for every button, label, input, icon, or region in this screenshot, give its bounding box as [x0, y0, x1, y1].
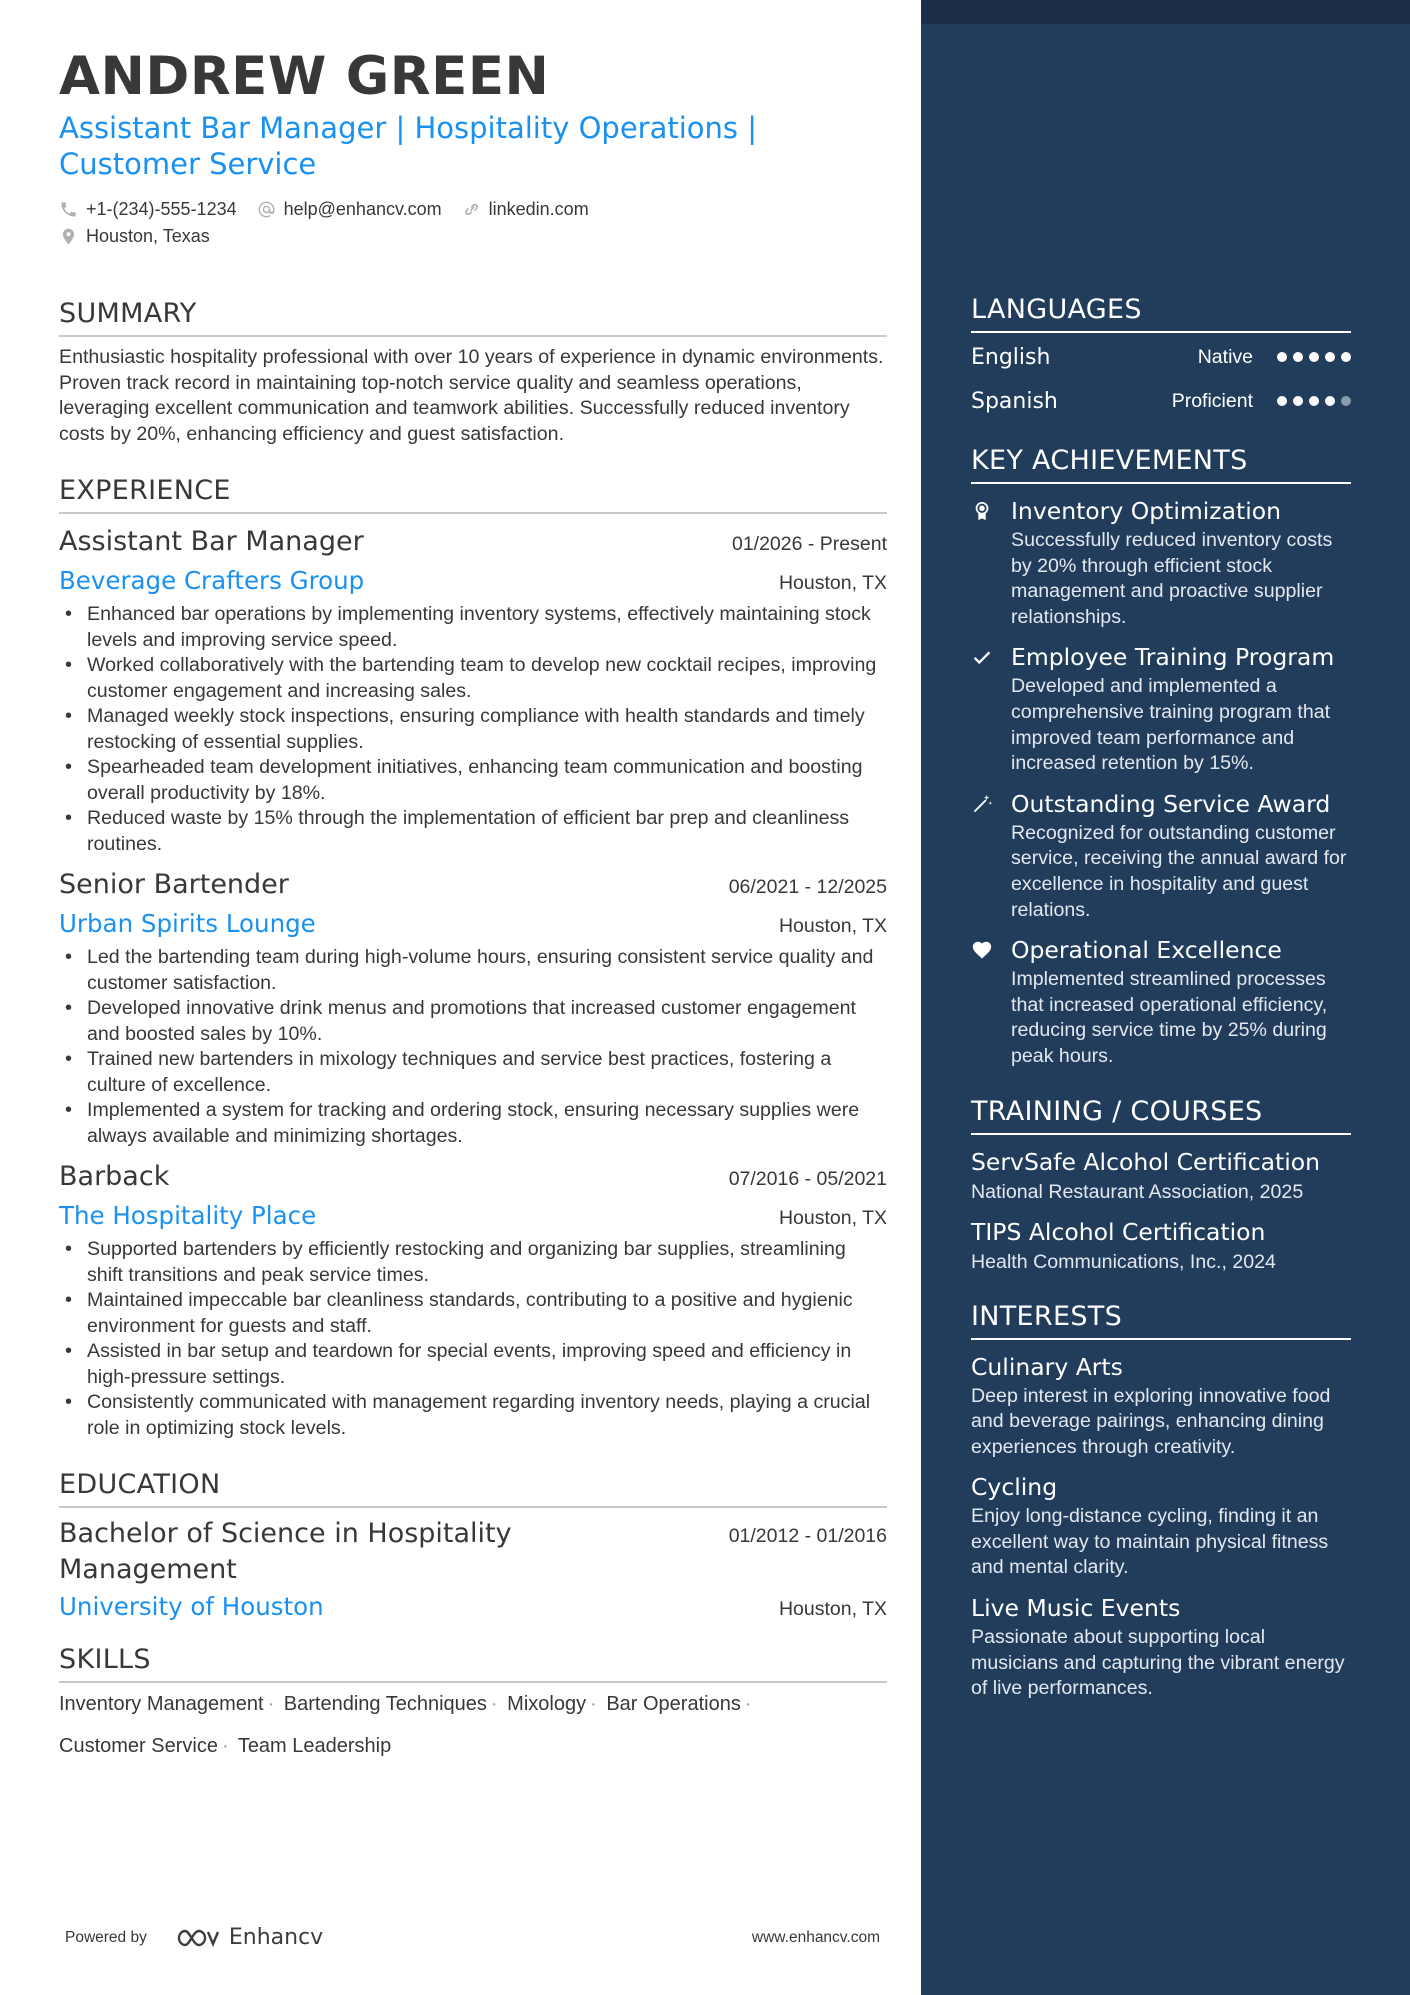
- company-name: The Hospitality Place: [59, 1201, 317, 1231]
- skill-separator: ·: [490, 1693, 498, 1716]
- skill-item: Bar Operations: [606, 1693, 741, 1716]
- job-bullet: • Worked collaboratively with the bartending team to develop new cocktail recipes, improving customer engagement and increasing sales.: [59, 653, 887, 704]
- training-title: TRAINING / COURSES: [971, 1096, 1351, 1135]
- rating-dot: [1277, 352, 1287, 362]
- achievement-item: [971, 933, 1351, 1069]
- linkedin-contact[interactable]: [462, 199, 589, 220]
- languages-section: [971, 294, 1351, 423]
- phone-number: +1-(234)-555-1234: [86, 199, 237, 219]
- education-title: EDUCATION: [59, 1469, 887, 1508]
- link-icon: [462, 200, 481, 219]
- rating-dot: [1341, 352, 1351, 362]
- job-bullet: • Maintained impeccable bar cleanliness standards, contributing to a positive and hygienic environment for guests and staff.: [59, 1288, 887, 1339]
- education-date: 01/2012 - 01/2016: [728, 1525, 887, 1548]
- rating-dot: [1293, 396, 1303, 406]
- job-bullet: • Spearheaded team development initiatives, enhancing team communication and boosting overall productivity by 18%.: [59, 755, 887, 806]
- skills-title: SKILLS: [59, 1644, 887, 1683]
- job-bullet: • Reduced waste by 15% through the implementation of efficient bar prep and cleanliness routines.: [59, 806, 887, 857]
- headline: Assistant Bar Manager | Hospitality Operations | Customer Service: [59, 111, 758, 181]
- phone-contact[interactable]: [59, 199, 237, 220]
- interest-title: Live Music Events: [971, 1594, 1181, 1623]
- job-bullets: [59, 1237, 887, 1441]
- interest-title: Culinary Arts: [971, 1352, 1123, 1381]
- job-bullet: • Enhanced bar operations by implementing inventory systems, effectively maintaining stock levels and improving service speed.: [59, 602, 887, 653]
- interest-item: [971, 1470, 1351, 1581]
- job-title: Senior Bartender: [59, 869, 289, 901]
- skill-separator: ·: [590, 1693, 597, 1716]
- achievement-desc: Developed and implemented a comprehensive training program that improved team performance and increased retention by 15%.: [1011, 675, 1331, 775]
- location-pin-icon: [59, 227, 78, 246]
- achievement-desc: Implemented streamlined processes that increased operational efficiency, reducing service time by 25% during peak hours.: [1011, 968, 1328, 1067]
- enhancv-logo[interactable]: [175, 1925, 323, 1950]
- language-rating: [1271, 352, 1351, 362]
- job-date: 01/2026 - Present: [731, 533, 887, 556]
- job-bullet: • Assisted in bar setup and teardown for special events, improving speed and efficiency in high-pressure settings.: [59, 1339, 887, 1390]
- skill-item: Mixology: [507, 1693, 587, 1716]
- experience-section: [59, 475, 887, 1441]
- course-title: TIPS Alcohol Certification: [971, 1217, 1266, 1246]
- sidebar-column: [971, 0, 1351, 1702]
- location-contact: [59, 226, 210, 247]
- job-bullet: • Trained new bartenders in mixology techniques and service best practices, fostering a culture of excellence.: [59, 1047, 887, 1098]
- footer: [65, 1925, 880, 1950]
- rating-dot: [1325, 352, 1335, 362]
- job-entry: [59, 1157, 887, 1441]
- location-text: Houston, Texas: [86, 226, 210, 246]
- achievements-title: KEY ACHIEVEMENTS: [971, 445, 1351, 484]
- main-column: [59, 46, 887, 1767]
- brand-name: Enhancv: [228, 1925, 324, 1950]
- job-title: Barback: [59, 1161, 170, 1193]
- job-bullets: [59, 602, 887, 857]
- job-bullet: • Developed innovative drink menus and promotions that increased customer engagement and boosted sales by 10%.: [59, 996, 887, 1047]
- language-level: Proficient: [1171, 389, 1253, 412]
- achievements-section: [971, 445, 1351, 1070]
- footer-url[interactable]: www.enhancv.com: [751, 1928, 880, 1946]
- magic-wand-icon: [971, 793, 993, 815]
- course-item: [971, 1145, 1351, 1205]
- interest-title: Cycling: [971, 1473, 1058, 1502]
- achievement-desc: Recognized for outstanding customer service, receiving the annual award for excellence in hospitality and guest relations.: [1011, 821, 1347, 921]
- job-bullet: • Implemented a system for tracking and ordering stock, ensuring necessary supplies were always available and minimizing shortages.: [59, 1098, 887, 1149]
- phone-icon: [59, 200, 78, 219]
- course-title: ServSafe Alcohol Certification: [971, 1147, 1321, 1176]
- interest-desc: Enjoy long-distance cycling, finding it an excellent way to maintain physical fitness and mental clarity.: [971, 1505, 1329, 1579]
- language-item: [971, 379, 1351, 423]
- job-date: 07/2016 - 05/2021: [728, 1168, 887, 1191]
- job-bullet: • Supported bartenders by efficiently restocking and organizing bar supplies, streamlining shift transitions and peak service times.: [59, 1237, 887, 1288]
- course-provider: National Restaurant Association, 2025: [971, 1180, 1304, 1203]
- summary-title: SUMMARY: [59, 298, 887, 337]
- school-location: Houston, TX: [778, 1598, 887, 1621]
- award-icon: [971, 500, 993, 522]
- skills-list: [59, 1683, 887, 1767]
- languages-title: LANGUAGES: [971, 294, 1351, 333]
- interest-item: [971, 1350, 1351, 1461]
- candidate-name: ANDREW GREEN: [59, 46, 550, 107]
- achievement-item: [971, 494, 1351, 630]
- rating-dot: [1277, 396, 1287, 406]
- interest-item: [971, 1591, 1351, 1702]
- job-bullet: • Led the bartending team during high-volume hours, ensuring consistent service quality and customer satisfaction.: [59, 945, 887, 996]
- email-contact[interactable]: [257, 199, 442, 220]
- training-section: [971, 1096, 1351, 1275]
- achievement-desc: Successfully reduced inventory costs by 20% through efficient stock management and proactive supplier relationships.: [1011, 529, 1333, 628]
- skill-separator: ·: [221, 1735, 229, 1758]
- contact-info: [59, 196, 887, 250]
- achievement-title: Operational Excellence: [1011, 936, 1282, 965]
- education-section: [59, 1469, 887, 1626]
- rating-dot: [1309, 396, 1319, 406]
- language-item: [971, 335, 1351, 379]
- heart-icon: [971, 939, 993, 961]
- education-entry: [59, 1516, 887, 1626]
- course-provider: Health Communications, Inc., 2024: [971, 1250, 1276, 1273]
- experience-title: EXPERIENCE: [59, 475, 887, 514]
- skill-item: Team Leadership: [237, 1735, 392, 1758]
- job-entry: [59, 522, 887, 857]
- language-name: English: [971, 344, 1051, 370]
- achievement-title: Employee Training Program: [1011, 643, 1335, 672]
- interests-title: INTERESTS: [971, 1301, 1351, 1340]
- linkedin-url: linkedin.com: [488, 199, 589, 219]
- skill-item: Bartending Techniques: [283, 1693, 487, 1716]
- job-location: Houston, TX: [778, 572, 887, 595]
- summary-section: [59, 298, 887, 447]
- achievement-title: Inventory Optimization: [1011, 497, 1282, 525]
- language-level: Native: [1197, 345, 1253, 368]
- skill-item: Customer Service: [59, 1735, 218, 1758]
- job-bullet: • Consistently communicated with management regarding inventory needs, playing a crucial role in optimizing stock levels.: [59, 1390, 887, 1441]
- job-bullet: • Managed weekly stock inspections, ensuring compliance with health standards and timely restocking of essential supplies.: [59, 704, 887, 755]
- interest-desc: Deep interest in exploring innovative food and beverage pairings, enhancing dining experiences through creativity.: [971, 1384, 1331, 1458]
- skill-item: Inventory Management: [59, 1693, 264, 1716]
- achievement-title: Outstanding Service Award: [1011, 789, 1331, 818]
- interest-desc: Passionate about supporting local musicians and capturing the vibrant energy of live performances.: [971, 1626, 1345, 1700]
- enhancv-logo-icon: [175, 1926, 221, 1950]
- degree-title: Bachelor of Science in Hospitality Management: [59, 1518, 512, 1586]
- job-title: Assistant Bar Manager: [59, 526, 364, 558]
- summary-text: Enthusiastic hospitality professional with over 10 years of experience in dynamic environments. Proven track record in maintaining top-notch service quality and seamless operations, leveraging excellent communication and teamwork abilities. Successfully reduced inventory costs by 20%, enhancing efficiency and guest satisfaction.: [59, 346, 884, 445]
- company-name: Urban Spirits Lounge: [59, 909, 316, 939]
- powered-by-label: Powered by: [65, 1928, 147, 1946]
- job-entry: [59, 865, 887, 1149]
- course-item: [971, 1215, 1351, 1275]
- company-name: Beverage Crafters Group: [59, 566, 365, 596]
- rating-dot: [1293, 352, 1303, 362]
- skill-separator: ·: [267, 1693, 275, 1716]
- achievement-item: [971, 787, 1351, 923]
- at-sign-icon: [257, 200, 276, 219]
- check-icon: [971, 646, 993, 668]
- skill-separator: ·: [744, 1693, 752, 1716]
- job-location: Houston, TX: [778, 1207, 887, 1230]
- rating-dot: [1325, 396, 1335, 406]
- job-location: Houston, TX: [778, 915, 887, 938]
- rating-dot: [1341, 396, 1351, 406]
- achievement-item: [971, 640, 1351, 776]
- interests-section: [971, 1301, 1351, 1702]
- job-date: 06/2021 - 12/2025: [728, 876, 887, 899]
- job-bullets: [59, 945, 887, 1149]
- language-rating: [1271, 396, 1351, 406]
- rating-dot: [1309, 352, 1319, 362]
- language-name: Spanish: [971, 388, 1058, 414]
- skills-section: [59, 1644, 887, 1767]
- school-name: University of Houston: [59, 1592, 324, 1622]
- email-address: help@enhancv.com: [283, 199, 442, 219]
